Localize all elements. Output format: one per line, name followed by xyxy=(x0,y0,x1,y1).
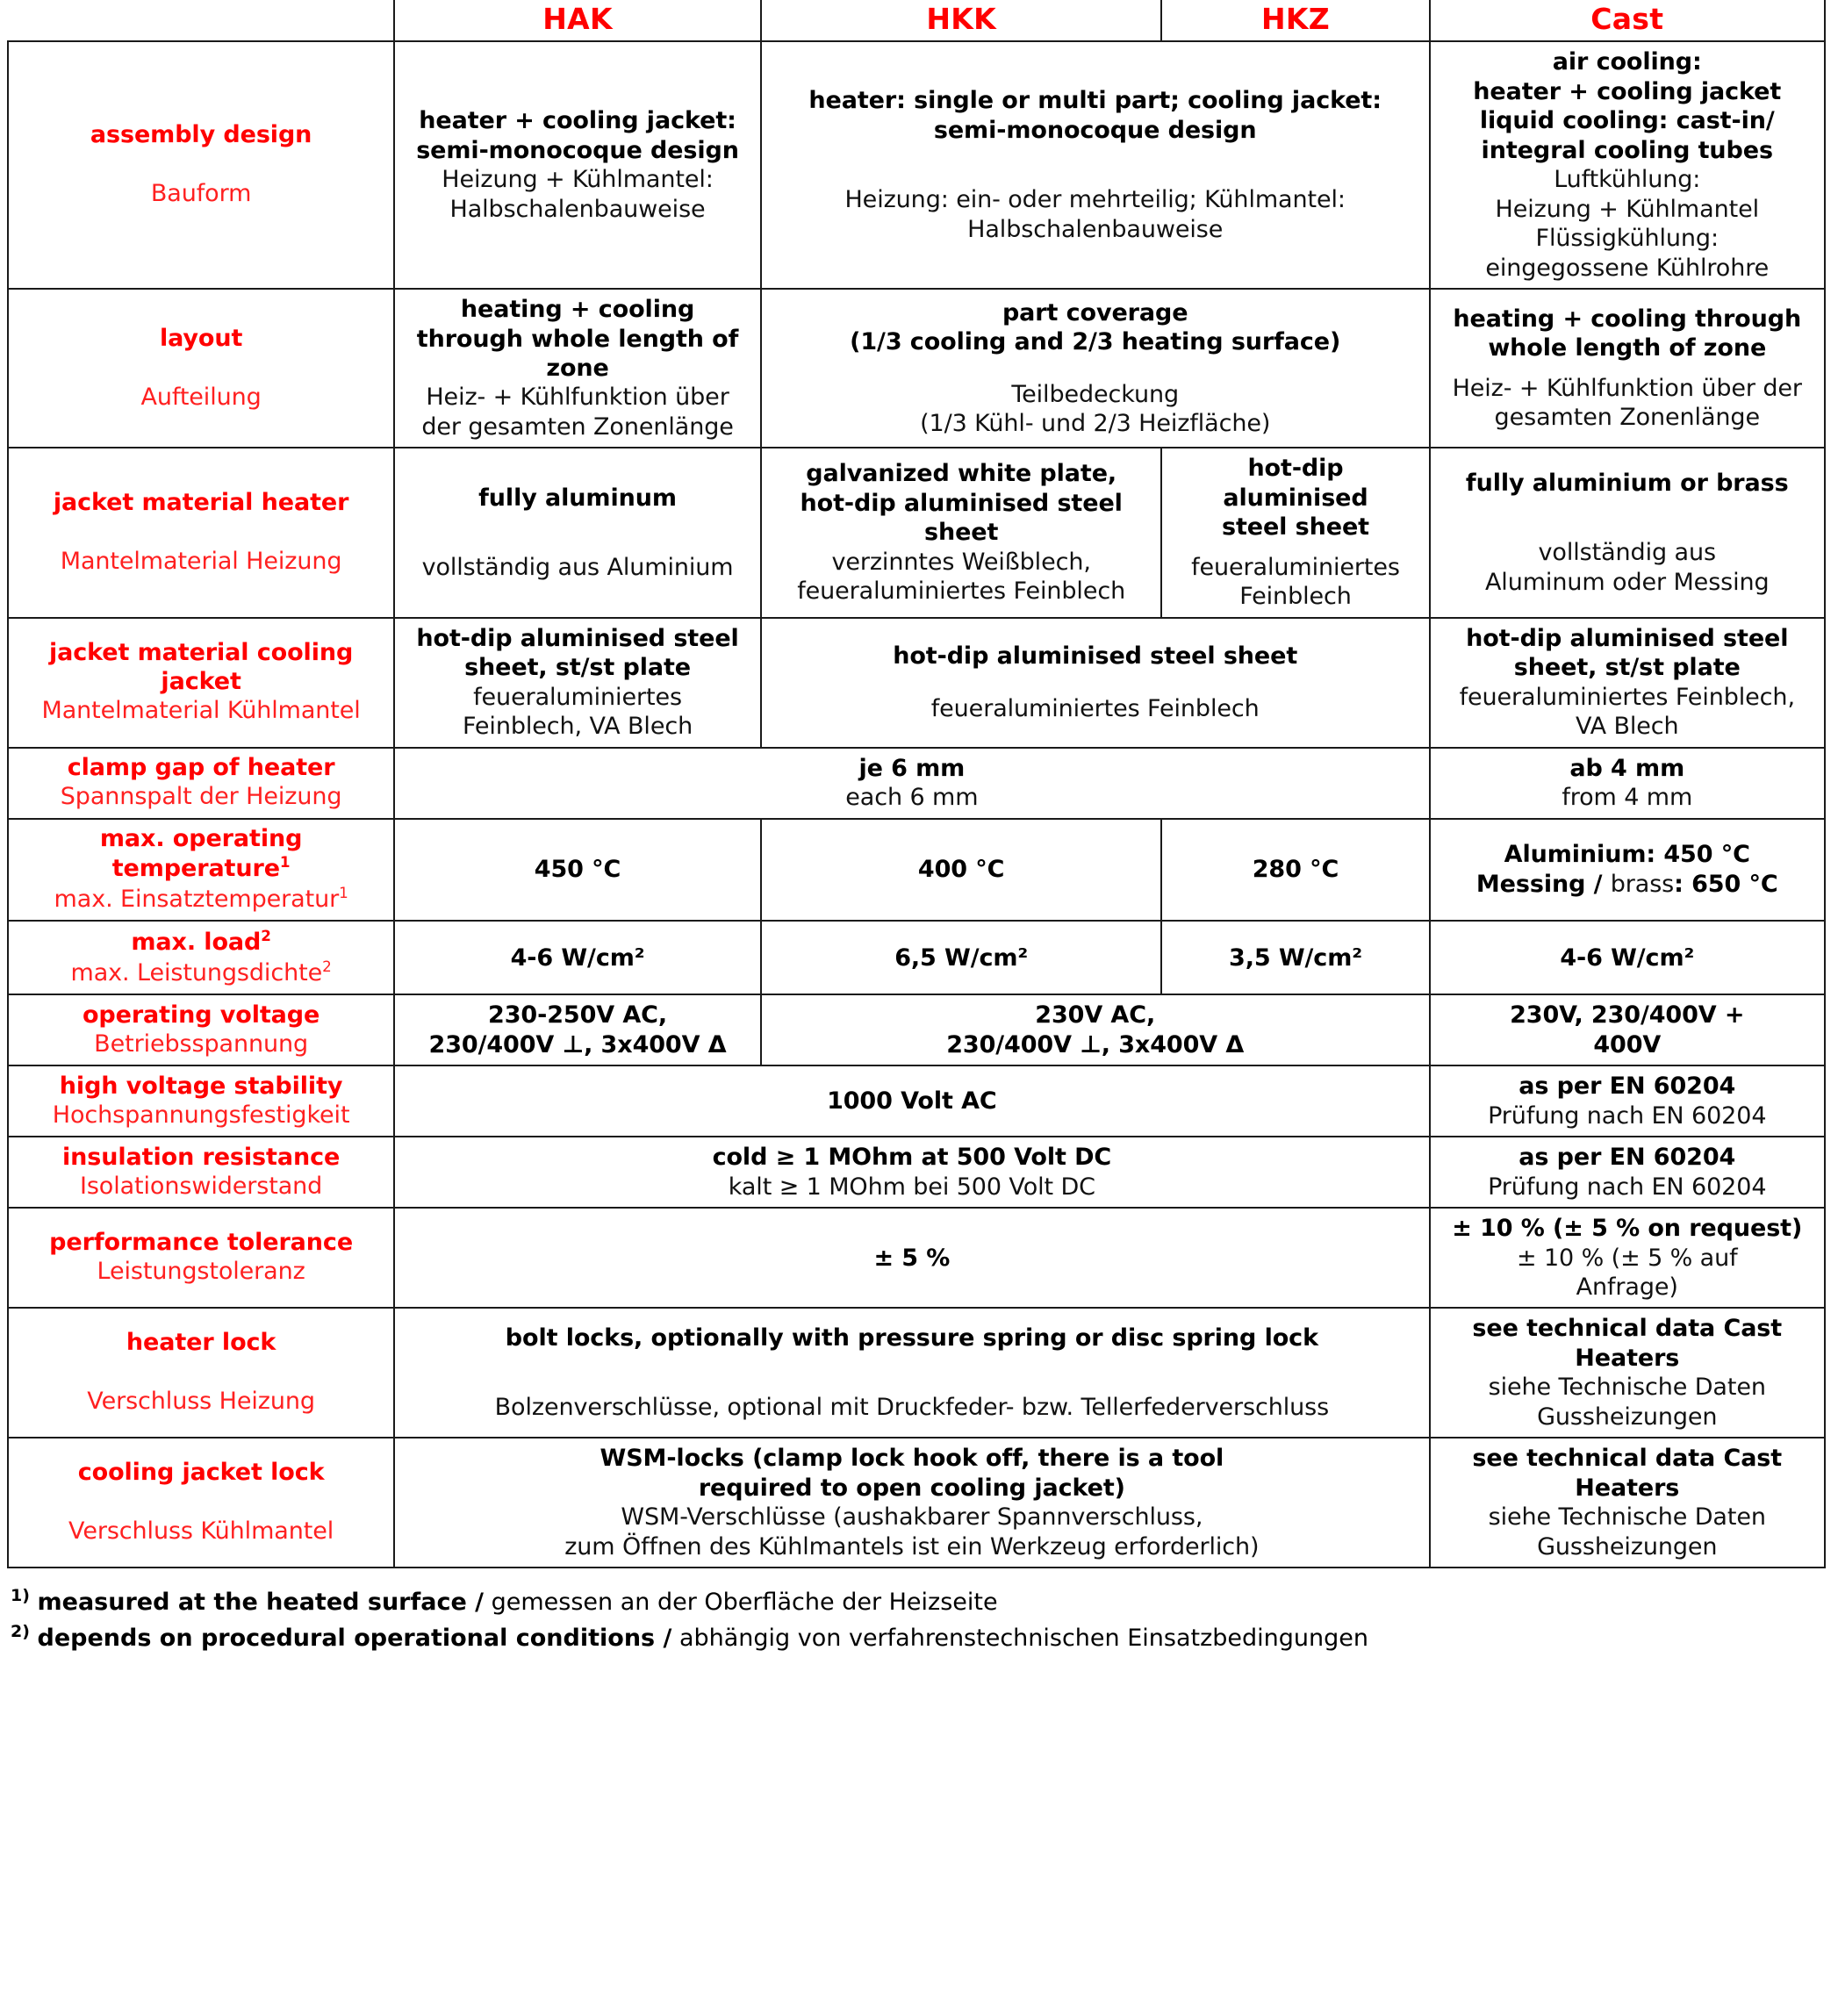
row-label-de: Bauform xyxy=(150,180,252,208)
cell-insulation-span xyxy=(394,1137,1429,1208)
cell-value-en-line2: heater + cooling jacket xyxy=(1473,77,1782,105)
cell-value-de-line2: Gussheizungen xyxy=(1537,1403,1718,1431)
cell-value: 400 °C xyxy=(917,856,1005,884)
cell-value-de-line2: VA Blech xyxy=(1575,713,1679,741)
table-row xyxy=(8,41,1825,289)
row-label-en: insulation resistance xyxy=(62,1143,341,1171)
row-label-de-text: max. Einsatztemperatur xyxy=(54,886,340,914)
cell-value-de-line1: siehe Technische Daten xyxy=(1488,1374,1766,1402)
cell-value-en: heating + cooling through whole length of zone xyxy=(1453,305,1802,362)
table-row xyxy=(8,819,1825,922)
cell-jacket-material-cooling-hkk xyxy=(761,618,1430,748)
cell-value-line2: 230/400V ⊥, 3x400V Δ xyxy=(428,1030,727,1058)
row-label-en: layout xyxy=(159,324,243,352)
row-label-max-operating-temperature xyxy=(8,819,394,922)
row-label-en: performance tolerance xyxy=(49,1229,354,1257)
row-label-de: Mantelmaterial Kühlmantel xyxy=(41,697,361,725)
column-header-cast xyxy=(1430,0,1825,41)
row-label-de: Betriebsspannung xyxy=(94,1030,309,1058)
cell-value-en-line1: part coverage xyxy=(1002,298,1188,326)
cell-value-line2: 400V xyxy=(1593,1030,1662,1058)
table-row xyxy=(8,448,1825,617)
footnote-1-marker: 1) xyxy=(11,1586,30,1606)
row-label-max-load xyxy=(8,921,394,994)
cell-value-en-line4: integral cooling tubes xyxy=(1481,136,1773,164)
cell-jacket-material-cooling-cast xyxy=(1430,618,1825,748)
row-label-en: clamp gap of heater xyxy=(67,754,335,782)
row-label-en: cooling jacket lock xyxy=(77,1459,325,1487)
cell-value-de-line2: feueraluminiertes Feinblech xyxy=(797,578,1126,606)
column-header-cast-label: Cast xyxy=(1590,2,1664,36)
row-label-en: heater lock xyxy=(126,1329,276,1357)
cell-max-temp-cast xyxy=(1430,819,1825,922)
cell-value-line1: Aluminium: 450 °C xyxy=(1504,841,1750,869)
cell-value: 6,5 W/cm² xyxy=(894,943,1029,972)
column-header-hkz-label: HKZ xyxy=(1260,2,1330,36)
row-label-high-voltage-stability xyxy=(8,1065,394,1137)
table-row xyxy=(8,994,1825,1065)
cell-value-en-line1: hot-dip aluminised xyxy=(1223,455,1368,512)
cell-value-en-line2: sheet, st/st plate xyxy=(464,654,691,682)
table-row xyxy=(8,1438,1825,1568)
cell-cooling-jacket-lock-span xyxy=(394,1438,1429,1568)
cell-value-de-line2: Feinblech, VA Blech xyxy=(462,713,693,741)
row-label-de-text: max. Leistungsdichte xyxy=(70,959,323,987)
cell-layout-cast xyxy=(1430,289,1825,448)
cast-temp-de-part: Messing / xyxy=(1475,870,1611,898)
cell-value-en-line1: WSM-locks (clamp lock hook off, there is a tool xyxy=(600,1445,1224,1473)
cell-value-line2 xyxy=(1440,870,1815,899)
cell-value-en: hot-dip aluminised steel sheet xyxy=(893,642,1298,671)
footnote-ref-2: 2 xyxy=(261,927,271,945)
cell-value-de-line1: siehe Technische Daten xyxy=(1488,1503,1766,1532)
column-header-hak-label: HAK xyxy=(542,2,613,36)
cell-operating-voltage-hkk xyxy=(761,994,1430,1065)
cell-value-line1: 230V AC, xyxy=(1035,1001,1156,1030)
row-label-en-line2: jacket xyxy=(161,668,241,696)
cell-value-de: Prüfung nach EN 60204 xyxy=(1488,1173,1767,1201)
cell-value-de-line2: Heizung + Kühlmantel xyxy=(1495,195,1759,223)
row-label-de: Isolationswiderstand xyxy=(79,1172,323,1200)
row-label-assembly-design xyxy=(8,41,394,289)
cell-value-de-line1: Luftkühlung: xyxy=(1554,166,1701,194)
row-label-heater-lock xyxy=(8,1308,394,1438)
row-label-operating-voltage xyxy=(8,994,394,1065)
row-label-cooling-jacket-lock xyxy=(8,1438,394,1568)
cell-value-en: ± 10 % (± 5 % on request) xyxy=(1452,1215,1803,1243)
cast-temp-value-part: : 650 °C xyxy=(1674,870,1778,898)
cell-value: 3,5 W/cm² xyxy=(1229,943,1362,972)
footnote-2-bold: depends on procedural operational conditions / xyxy=(37,1624,672,1652)
cell-value-en: bolt locks, optionally with pressure spring or disc spring lock xyxy=(505,1324,1318,1352)
cell-value-en: as per EN 60204 xyxy=(1519,1144,1736,1172)
cell-value-line1: 230-250V AC, xyxy=(488,1001,668,1030)
cell-value-en-line3: sheet xyxy=(924,519,999,547)
cell-value-de-line2: Aluminum oder Messing xyxy=(1484,568,1770,596)
cell-value-en-line1: hot-dip aluminised steel xyxy=(416,624,739,652)
cell-max-temp-hkk xyxy=(761,819,1162,922)
cell-value-en: cold ≥ 1 MOhm at 500 Volt DC xyxy=(712,1144,1112,1172)
column-header-hkk-label: HKK xyxy=(926,2,996,36)
cell-heater-lock-span xyxy=(394,1308,1429,1438)
cell-value-en-line1: galvanized white plate, xyxy=(806,460,1117,488)
table-header-row xyxy=(8,0,1825,41)
cell-clamp-gap-cast xyxy=(1430,748,1825,819)
footnote-ref-2-de: 2 xyxy=(322,958,332,976)
row-label-en-line1: jacket material cooling xyxy=(48,639,354,667)
cell-value-en: ± 5 % xyxy=(873,1244,951,1272)
row-label-performance-tolerance xyxy=(8,1208,394,1308)
cell-value-en-line1: see technical data Cast xyxy=(1472,1445,1783,1473)
cell-max-load-cast xyxy=(1430,921,1825,994)
cell-value: 4-6 W/cm² xyxy=(1560,943,1695,972)
cell-insulation-cast xyxy=(1430,1137,1825,1208)
cell-value-de: from 4 mm xyxy=(1562,784,1693,812)
cell-value-de-line2: zum Öffnen des Kühlmantels ist ein Werkzeug erforderlich) xyxy=(564,1532,1260,1560)
cell-value-line2: 230/400V ⊥, 3x400V Δ xyxy=(946,1030,1245,1058)
row-label-de: Mantelmaterial Heizung xyxy=(60,548,342,576)
cell-value-de-line3: Flüssigkühlung: xyxy=(1535,225,1719,253)
cell-value-en: fully aluminium or brass xyxy=(1465,469,1789,497)
technical-data-table xyxy=(7,0,1826,1568)
cell-value-en-line2: Heaters xyxy=(1575,1474,1680,1502)
footnote-1-regular: gemessen an der Oberfläche der Heizseite xyxy=(484,1589,998,1617)
row-label-en: jacket material heater xyxy=(53,489,349,517)
cell-value-de-line1: feueraluminiertes xyxy=(1191,553,1400,581)
column-header-hkk xyxy=(761,0,1162,41)
cell-value-de-line2: Feinblech xyxy=(1239,583,1352,611)
corner-blank-cell xyxy=(8,0,394,41)
cell-performance-tolerance-span xyxy=(394,1208,1429,1308)
row-label-de: Verschluss Kühlmantel xyxy=(68,1517,334,1546)
cell-high-voltage-cast xyxy=(1430,1065,1825,1137)
cell-value-de-line1: vollständig aus xyxy=(1538,539,1716,567)
cell-value-en-line2: (1/3 cooling and 2/3 heating surface) xyxy=(850,328,1341,356)
table-row xyxy=(8,921,1825,994)
cell-jacket-material-heater-hak xyxy=(394,448,761,617)
footnote-2-marker: 2) xyxy=(11,1621,30,1641)
row-label-de: Leistungstoleranz xyxy=(97,1258,305,1286)
cell-value-de-line1: WSM-Verschlüsse (aushakbarer Spannverschluss, xyxy=(621,1503,1203,1532)
cell-value-de-line1: ± 10 % (± 5 % auf xyxy=(1516,1244,1738,1272)
row-label-insulation-resistance xyxy=(8,1137,394,1208)
footnote-1 xyxy=(11,1584,1819,1619)
cell-jacket-material-heater-hkk xyxy=(761,448,1162,617)
cell-value-de: Heizung: ein- oder mehrteilig; Kühlmantel: Halbschalenbauweise xyxy=(844,186,1346,243)
cell-value-en: 1000 Volt AC xyxy=(827,1087,997,1115)
cell-assembly-design-hkk xyxy=(761,41,1430,289)
cell-value-en: fully aluminum xyxy=(478,484,677,512)
cell-jacket-material-cooling-hak xyxy=(394,618,761,748)
cell-value-de-line2: Gussheizungen xyxy=(1537,1532,1718,1560)
cell-max-load-hkz xyxy=(1161,921,1429,994)
cell-value-de-line2: (1/3 Kühl- und 2/3 Heizfläche) xyxy=(920,410,1271,438)
table-row xyxy=(8,1308,1825,1438)
cell-value-en-line2: Heaters xyxy=(1575,1344,1680,1372)
cast-temp-en-part: brass xyxy=(1610,870,1675,898)
cell-value-de: Heiz- + Kühlfunktion über der gesamten Zonenlänge xyxy=(1452,374,1802,432)
row-label-de xyxy=(18,884,384,915)
row-label-en: high voltage stability xyxy=(59,1072,343,1100)
cell-value-de: each 6 mm xyxy=(845,784,979,812)
cell-value-de-line1: verzinntes Weißblech, xyxy=(831,548,1091,576)
cell-max-temp-hkz xyxy=(1161,819,1429,922)
row-label-de: Aufteilung xyxy=(140,383,262,411)
cell-performance-tolerance-cast xyxy=(1430,1208,1825,1308)
table-row xyxy=(8,1065,1825,1137)
cell-value-en-line1: see technical data Cast xyxy=(1472,1315,1783,1343)
column-header-hak xyxy=(394,0,761,41)
footnote-ref-1-de: 1 xyxy=(339,884,348,902)
cell-value-de-line1: Teilbedeckung xyxy=(1011,380,1180,408)
cell-value-en-line2: hot-dip aluminised steel xyxy=(800,489,1123,517)
cell-jacket-material-heater-hkz xyxy=(1161,448,1429,617)
cell-heater-lock-cast xyxy=(1430,1308,1825,1438)
cell-value-de: Prüfung nach EN 60204 xyxy=(1488,1101,1767,1130)
row-label-de: Hochspannungsfestigkeit xyxy=(52,1101,350,1129)
cell-cooling-jacket-lock-cast xyxy=(1430,1438,1825,1568)
cell-value-en-line2: required to open cooling jacket) xyxy=(698,1474,1125,1502)
cell-value-line1: 230V, 230/400V + xyxy=(1510,1001,1745,1030)
cell-operating-voltage-cast xyxy=(1430,994,1825,1065)
footnote-ref-1: 1 xyxy=(279,853,291,872)
row-label-en: assembly design xyxy=(90,121,312,149)
row-label-en xyxy=(18,927,384,958)
row-label-en xyxy=(18,825,384,885)
cell-layout-hkk xyxy=(761,289,1430,448)
cell-value: 280 °C xyxy=(1252,856,1339,884)
row-label-clamp-gap xyxy=(8,748,394,819)
column-header-hkz xyxy=(1161,0,1429,41)
cell-jacket-material-heater-cast xyxy=(1430,448,1825,617)
table-row xyxy=(8,289,1825,448)
cell-value-en: as per EN 60204 xyxy=(1519,1073,1736,1101)
cell-value-en: je 6 mm xyxy=(858,754,966,782)
footnote-1-bold: measured at the heated surface / xyxy=(37,1589,485,1617)
cell-max-load-hak xyxy=(394,921,761,994)
row-label-de: Verschluss Heizung xyxy=(87,1388,315,1416)
cell-value-de: Bolzenverschlüsse, optional mit Druckfeder- bzw. Tellerfederverschluss xyxy=(494,1394,1330,1422)
cell-value-en: heating + cooling through whole length of zone xyxy=(416,296,739,382)
cell-max-temp-hak xyxy=(394,819,761,922)
cell-value-de-line4: eingegossene Kühlrohre xyxy=(1485,254,1770,282)
table-row xyxy=(8,1137,1825,1208)
row-label-en-text: max. load xyxy=(131,929,262,957)
cell-layout-hak xyxy=(394,289,761,448)
row-label-jacket-material-heater xyxy=(8,448,394,617)
cell-value-en-line1: air cooling: xyxy=(1552,48,1702,76)
table-row xyxy=(8,1208,1825,1308)
cell-value-de: Heizung + Kühlmantel: Halbschalenbauweise xyxy=(442,166,714,223)
footnotes-block xyxy=(11,1584,1819,1655)
footnote-2-regular: abhängig von verfahrenstechnischen Einsatzbedingungen xyxy=(671,1624,1368,1652)
row-label-layout xyxy=(8,289,394,448)
cell-value-de: feueraluminiertes Feinblech xyxy=(930,694,1260,722)
cell-value: 450 °C xyxy=(534,856,621,884)
cell-assembly-design-hak xyxy=(394,41,761,289)
cell-high-voltage-span xyxy=(394,1065,1429,1137)
table-row xyxy=(8,618,1825,748)
row-label-de: Spannspalt der Heizung xyxy=(60,783,342,811)
cell-value-en: ab 4 mm xyxy=(1569,754,1685,782)
cell-value-de-line1: feueraluminiertes xyxy=(473,683,682,711)
row-label-en-text: max. operating temperature xyxy=(99,824,303,883)
cell-value-de-line1: feueraluminiertes Feinblech, xyxy=(1459,683,1795,711)
cell-operating-voltage-hak xyxy=(394,994,761,1065)
row-label-de xyxy=(18,958,384,988)
table-row xyxy=(8,748,1825,819)
cell-value-en: heater + cooling jacket: semi-monocoque design xyxy=(416,107,739,164)
cell-value-en: heater: single or multi part; cooling jacket: semi-monocoque design xyxy=(808,87,1382,144)
footnote-2 xyxy=(11,1620,1819,1655)
cell-max-load-hkk xyxy=(761,921,1162,994)
cell-value-en-line2: steel sheet xyxy=(1221,513,1369,542)
cell-assembly-design-cast xyxy=(1430,41,1825,289)
cell-value-de-line2: Anfrage) xyxy=(1576,1273,1678,1301)
cell-clamp-gap-span xyxy=(394,748,1429,819)
cell-value-en-line2: sheet, st/st plate xyxy=(1513,654,1741,682)
cell-value-de: vollständig aus Aluminium xyxy=(421,554,734,582)
row-label-jacket-material-cooling-jacket xyxy=(8,618,394,748)
cell-value-en-line1: hot-dip aluminised steel xyxy=(1466,624,1789,652)
cell-value-en-line3: liquid cooling: cast-in/ xyxy=(1479,107,1775,135)
spec-sheet xyxy=(4,0,1834,1655)
cell-value-de: Heiz- + Kühlfunktion über der gesamten Zonenlänge xyxy=(421,384,734,441)
row-label-en: operating voltage xyxy=(82,1001,320,1029)
cell-value: 4-6 W/cm² xyxy=(510,943,645,972)
cell-value-de: kalt ≥ 1 MOhm bei 500 Volt DC xyxy=(728,1173,1095,1201)
